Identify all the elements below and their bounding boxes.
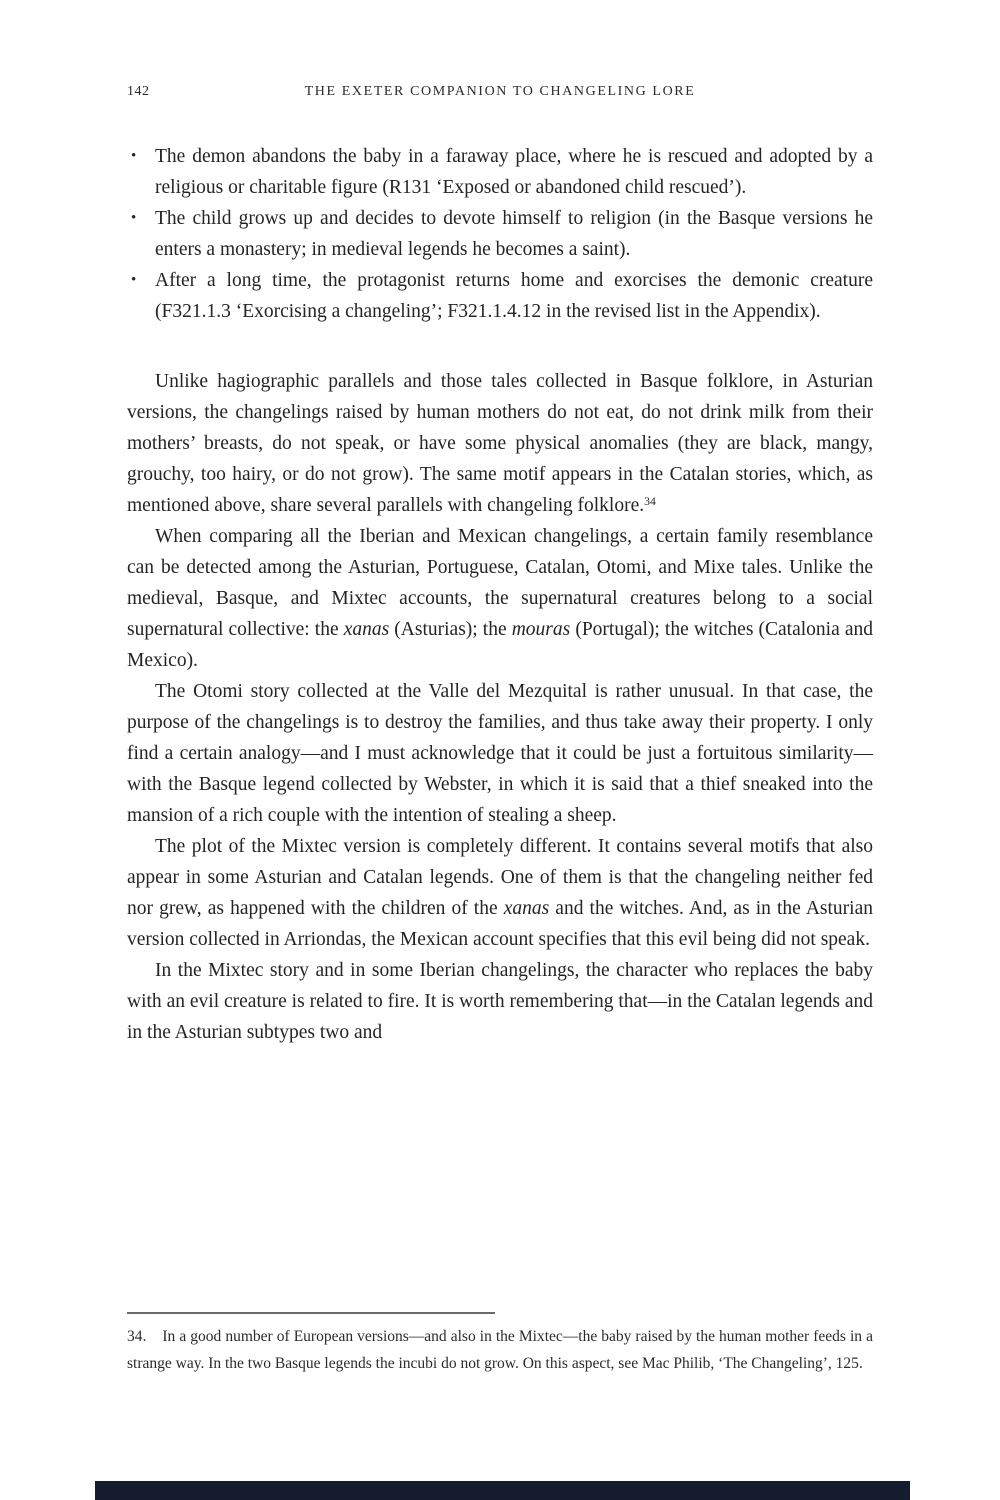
paragraph: The Otomi story collected at the Valle del Mezquital is rather unusual. In that case, the purpose of the changelings is to destroy the families, and thus take away their property. I only find a certain analogy—and I must acknowledge that it could be just a fortuitous similarity—with the Basque legend collected by Webster, in which it is said that a thief sneaked into the mansion of a rich couple with the intention of stealing a sheep. [127, 681, 873, 826]
bullet-icon: • [131, 210, 137, 226]
list-item-text: The child grows up and decides to devote himself to religion (in the Basque versions he enters a monastery; in medieval legends he becomes a saint). [155, 208, 873, 260]
bullet-icon: • [131, 272, 137, 288]
list-item [127, 265, 873, 327]
paragraph: The plot of the Mixtec version is completely different. It contains several motifs that also appear in some Asturian and Catalan legends. One of them is that the changeling neither fed nor grew, as happened with the children of the xanas and the witches. And, as in the Asturian version collected in Arriondas, the Mexican account specifies that this evil being did not speak. [127, 836, 873, 950]
page-number: 142 [127, 84, 150, 99]
running-head-title: THE EXETER COMPANION TO CHANGELING LORE [304, 84, 696, 99]
list-item-text: The demon abandons the baby in a faraway place, where he is rescued and adopted by a religious or charitable figure (R131 ‘Exposed or abandoned child rescued’). [155, 146, 873, 198]
bullet-list [127, 141, 873, 327]
body-text [127, 141, 873, 1048]
list-item [127, 203, 873, 265]
paragraph: When comparing all the Iberian and Mexican changelings, a certain family resemblance can be detected among the Asturian, Portuguese, Catalan, Otomi, and Mixe tales. Unlike the medieval, Basque, and Mixtec accounts, the supernatural creatures belong to a social supernatural collective: the xanas (Asturias); the mouras (Portugal); the witches (Catalonia and Mexico). [127, 526, 873, 671]
bullet-icon: • [131, 148, 137, 164]
paragraphs [127, 366, 873, 1048]
paragraph: Unlike hagiographic parallels and those tales collected in Basque folklore, in Asturian versions, the changelings raised by human mothers do not eat, do not drink milk from their mothers’ breasts, do not speak, or have some physical anomalies (they are black, mangy, grouchy, too hairy, or do not grow). The same motif appears in the Catalan stories, which, as mentioned above, share several parallels with changeling folklore.$^{34}$ [127, 371, 873, 516]
footnote-text: In a good number of European versions—and also in the Mixtec—the baby raised by the human mother feeds in a strange way. In the two Basque legends the incubi do not grow. On this aspect, see Mac Philib, ‘The Changeling’, 125. [127, 1328, 873, 1372]
paragraph: In the Mixtec story and in some Iberian changelings, the character who replaces the baby with an evil creature is related to fire. It is worth remembering that—in the Catalan legends and in the Asturian subtypes two and [127, 960, 873, 1043]
footnote-number: 34. [127, 1328, 147, 1345]
bottom-bar [95, 1481, 910, 1500]
list-item [127, 141, 873, 203]
footnote-divider [127, 1312, 495, 1314]
footnote [127, 1312, 873, 1377]
footnote-text-block [127, 1323, 873, 1377]
running-header [0, 84, 1000, 104]
list-item-text: After a long time, the protagonist returns home and exorcises the demonic creature (F321.1.3 ‘Exorcising a changeling’; F321.1.4.12 in the revised list in the Appendix). [155, 270, 873, 322]
